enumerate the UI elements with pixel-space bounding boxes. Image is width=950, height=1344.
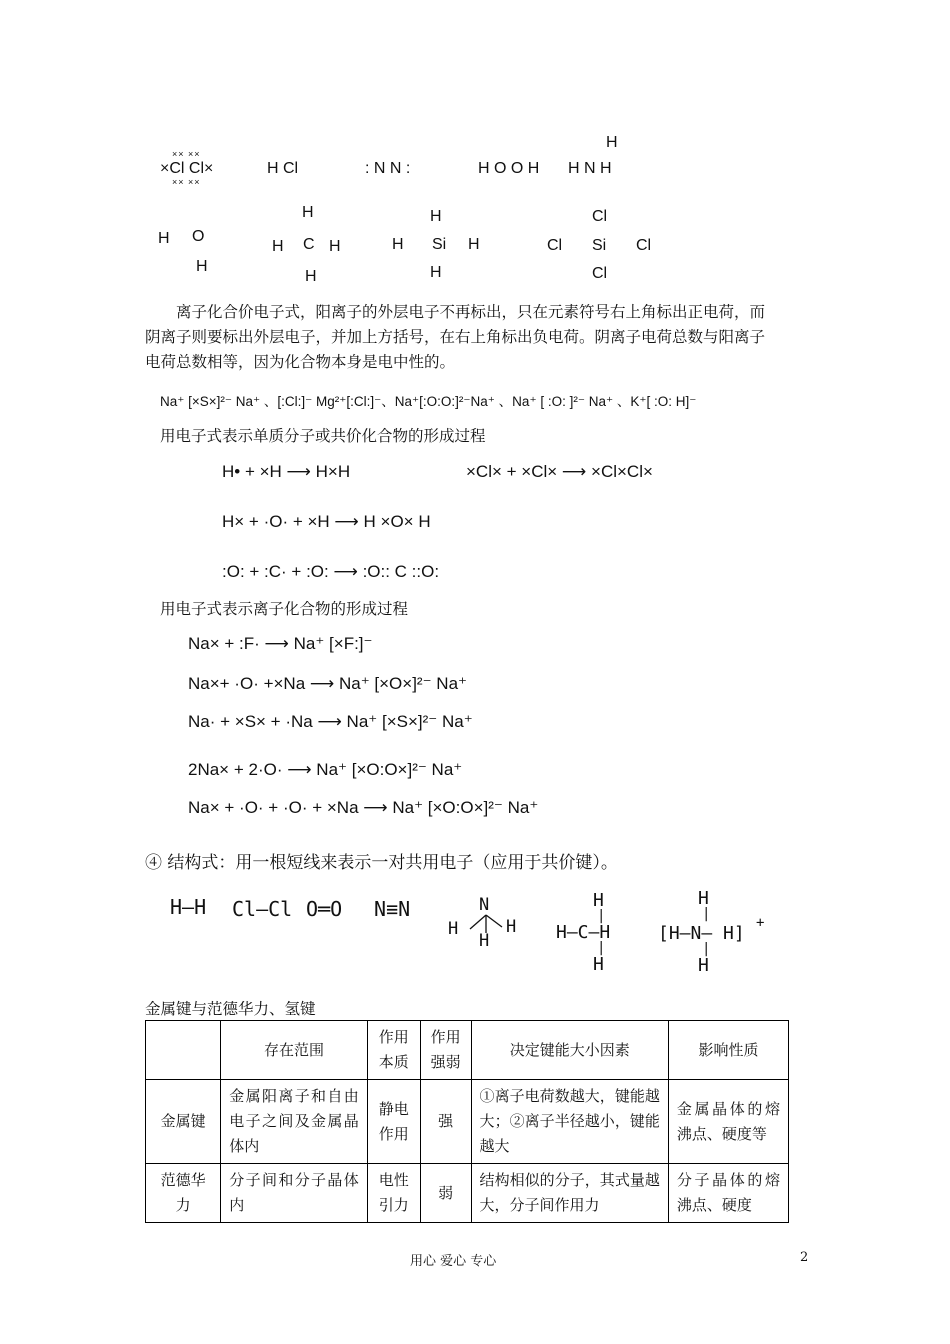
hcl-electron-formula: H Cl [267,160,299,177]
table-cell: ①离子电荷数越大，键能越大；②离子半径越小，键能越大 [471,1080,668,1164]
table-cell: 分子晶体的熔沸点、硬度 [668,1164,788,1223]
table-cell: 金属键 [146,1080,221,1164]
cl2-structural: Cl—Cl [232,897,293,921]
ch4-electron-formula: H H C H H [272,204,341,285]
h2o-formation-equation: H× + ·O· + ×H ⟶ H ×O× H [222,512,431,531]
table-cell: 范德华力 [146,1164,221,1223]
header-cell: 作用本质 [367,1021,420,1080]
h2-structural: H—H [170,895,207,919]
table-cell: 静电作用 [367,1080,420,1164]
header-cell: 作用强弱 [420,1021,471,1080]
table-cell: 结构相似的分子，其式量越大，分子间作用力 [471,1164,668,1223]
na2o2-formation-equation-2: Na× + ·O· + ·O· + ×Na ⟶ Na⁺ [×O:O×]²⁻ Na⁺ [188,798,539,817]
table-caption: 金属键与范德华力、氢键 [145,1000,316,1018]
table-cell: 弱 [420,1164,471,1223]
intro-line-1: 离子化合价电子式，阳离子的外层电子不再标出，只在元素符号右上角标出正电荷，而 [176,303,766,321]
page-number: 2 [800,1250,809,1265]
na2s-formation-equation: Na· + ×S× + ·Na ⟶ Na⁺ [×S×]²⁻ Na⁺ [188,712,473,731]
h2o-electron-formula: H O H [158,228,208,275]
structural-formula-heading: ④ 结构式：用一根短线来表示一对共用电子（应用于共价键）。 [145,853,618,873]
nh3-top-h: H [606,134,618,151]
table-cell: 分子间和分子晶体内 [221,1164,368,1223]
table-cell: 金属晶体的熔沸点、硬度等 [668,1080,788,1164]
n2-electron-formula: : N N : [365,160,411,177]
h2o2-electron-formula: H O O H [478,160,540,177]
covalent-formation-heading: 用电子式表示单质分子或共价化合物的形成过程 [160,427,486,445]
intro-paragraph [145,300,765,375]
sicl4-electron-formula: Cl Cl Si Cl Cl [547,208,652,282]
n2-structural: N≡N [374,897,411,921]
table-row [146,1164,789,1223]
sih4-electron-formula: H H Si H H [392,208,480,281]
ionic-formation-heading: 用电子式表示离子化合物的形成过程 [160,600,409,618]
na2o-formation-equation: Na×+ ·O· +×Na ⟶ Na⁺ [×O×]²⁻ Na⁺ [188,674,467,693]
table-cell: 电性引力 [367,1164,420,1223]
na2o2-formation-equation-1: 2Na× + 2·O· ⟶ Na⁺ [×O:O×]²⁻ Na⁺ [188,760,463,779]
cl2-symbols: Cl Cl [169,160,205,177]
header-cell: 决定键能大小因素 [471,1021,668,1080]
table-header-row [146,1021,789,1080]
co2-formation-equation: :O: + :C· + :O: ⟶ :O:: C ::O: [222,562,440,581]
electron-formulas-row1: ×× ×× ×Cl Cl× ×× ×× H Cl : N N : H O O H H N H H [160,134,618,187]
nh3-structural: N H H H [448,895,517,951]
header-cell: 影响性质 [668,1021,788,1080]
o2-structural: O═O [306,897,343,921]
h2-formation-equation: H• + ×H ⟶ H×H [222,462,351,481]
header-cell [146,1021,221,1080]
table-cell: 金属阳离子和自由电子之间及金属晶体内 [221,1080,368,1164]
header-cell: 存在范围 [221,1021,368,1080]
cl2-formation-equation: ×Cl× + ×Cl× ⟶ ×Cl×Cl× [466,462,653,481]
intro-line-2: 阴离子则要标出外层电子，并加上方括号，在右上角标出负电荷。阴离子电荷总数与阳离子 [145,328,766,346]
ch4-structural: H | H—C—H | H [556,890,611,975]
nh4-structural: H | [H—N— H] + | H [658,888,765,976]
table-row [146,1080,789,1164]
nh3-electron-formula: H N H [568,160,612,177]
ionic-electron-examples: Na⁺ [×S×]²⁻ Na⁺ 、[:Cl:]⁻ Mg²⁺[:Cl:]⁻、Na⁺[:O:O:]²⁻Na⁺ 、Na⁺ [ :O: ]²⁻ Na⁺ 、K⁺[ :O: H]⁻ [160,394,697,409]
intro-line-3: 电荷总数相等，因为化合物本身是电中性的。 [145,353,456,371]
footer-motto: 用心 爱心 专心 [410,1254,497,1269]
bond-comparison-table [145,1020,789,1223]
table-cell: 强 [420,1080,471,1164]
naf-formation-equation: Na× + :F· ⟶ Na⁺ [×F:]⁻ [188,634,373,653]
